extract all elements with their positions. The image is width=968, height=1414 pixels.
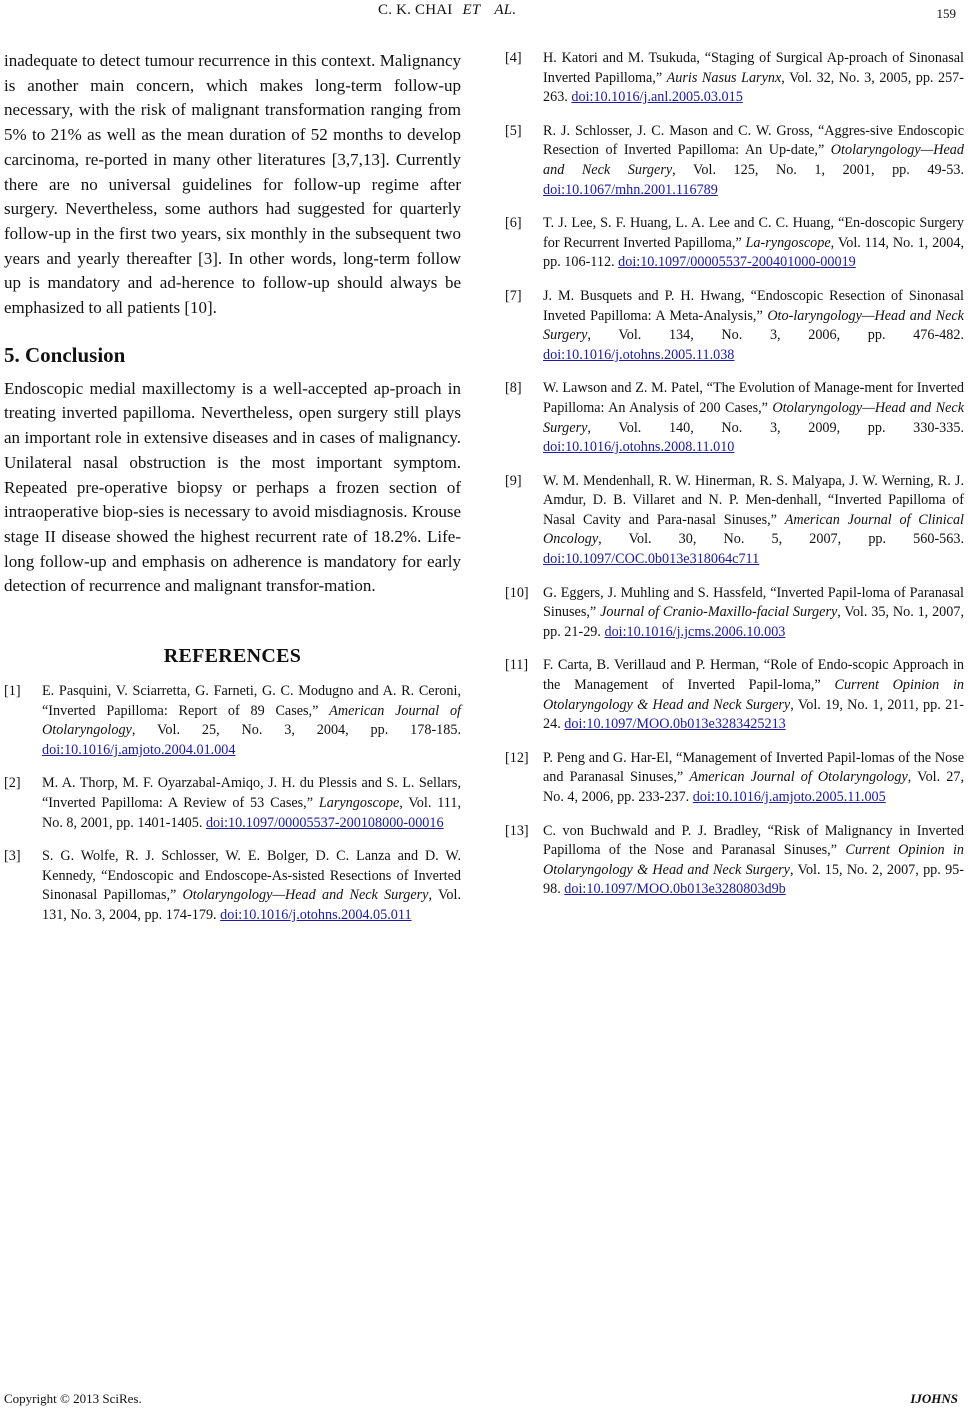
reference-number: [10]	[505, 584, 529, 601]
reference-doi-link[interactable]: doi:10.1097/00005537-200108000-00016	[205, 814, 444, 831]
reference-item	[505, 214, 964, 273]
reference-item	[505, 822, 964, 900]
reference-text: E. Pasquini, V. Sciarretta, G. Farneti, G. C. Modugno and A. R. Ceroni, “Inverted Papilloma: Report of 89 Cases,” American Journal of Otolaryngology, Vol. 25, No. 3, 2004, pp. 178-185. doi:10.1016/j.amjoto.2004.01.004	[42, 683, 461, 758]
reference-text: S. G. Wolfe, R. J. Schlosser, W. E. Bolger, D. C. Lanza and D. W. Kennedy, “Endoscopic and Endoscope-As-sisted Resections of Inverted Sinonasal Papillomas,” Otolaryngology—Head and Neck Surgery, Vol. 131, No. 3, 2004, pp. 174-179. doi:10.1016/j.otohns.2004.05.011	[42, 848, 461, 923]
reference-text: C. von Buchwald and P. J. Bradley, “Risk of Malignancy in Inverted Papilloma of the Nose and Paranasal Sinuses,” Current Opinion in Otolaryngology & Head and Neck Surgery, Vol. 15, No. 2, 2007, pp. 95-98. doi:10.1097/MOO.0b013e3280803d9b	[543, 822, 965, 898]
reference-doi-link[interactable]: doi:10.1016/j.otohns.2005.11.038	[543, 346, 735, 363]
reference-item	[505, 49, 964, 108]
references-heading: REFERENCES	[163, 645, 302, 668]
reference-item	[505, 749, 964, 808]
reference-number: [8]	[505, 380, 522, 397]
reference-text: H. Katori and M. Tsukuda, “Staging of Surgical Ap-proach of Sinonasal Inverted Papilloma,” Auris Nasus Larynx, Vol. 32, No. 3, 2005, pp. 257-263. doi:10.1016/j.anl.2005.03.015	[543, 50, 964, 106]
reference-number: [7]	[505, 287, 522, 304]
reference-text: W. M. Mendenhall, R. W. Hinerman, R. S. Malyapa, J. W. Werning, R. J. Amdur, D. B. Villaret and N. P. Men-denhall, “Inverted Papilloma of Nasal Cavity and Para-nasal Sinuses,” American Journal of Clinical Oncology, Vol. 30, No. 5, 2007, pp. 560-563. doi:10.1097/COC.0b013e318064c711	[543, 472, 964, 568]
reference-number: [9]	[505, 472, 522, 489]
reference-text: F. Carta, B. Verillaud and P. Herman, “Role of Endo-scopic Approach in the Management of Inverted Papil-loma,” Current Opinion in Otolaryngology & Head and Neck Surgery, Vol. 19, No. 1, 2011, pp. 21-24. doi:10.1097/MOO.0b013e3283425213	[543, 657, 965, 733]
reference-number: [12]	[505, 749, 529, 766]
page-number: 159	[936, 6, 956, 21]
conclusion-paragraph: Endoscopic medial maxillectomy is a well-accepted ap-proach in treating inverted papilloma. Nevertheless, open surgery still plays an important role in extensive diseases and in cases of malignancy. Unilateral nasal obstruction is the most important symptom. Repeated pre-operative biopsy or perhaps a frozen section of intraoperative biop-sies is necessary to avoid misdiagnosis. Krouse stage II disease showed the highest recurrent rate of 18.2%. Life-long follow-up and emphasis on adherence is mandatory for early detection of recurrence and malignant transfor-mation.	[4, 378, 461, 596]
reference-number: [2]	[4, 775, 21, 792]
reference-doi-link[interactable]: doi:10.1016/j.anl.2005.03.015	[571, 89, 743, 106]
reference-item	[505, 122, 964, 200]
reference-text: T. J. Lee, S. F. Huang, L. A. Lee and C. C. Huang, “En-doscopic Surgery for Recurrent Inverted Papilloma,” La-ryngoscope, Vol. 114, No. 1, 2004, pp. 106-112. doi:10.1097/00005537-200401000-00019	[543, 215, 964, 271]
reference-text: J. M. Busquets and P. H. Hwang, “Endoscopic Resection of Sinonasal Inveted Papilloma: A Meta-Analysis,” Oto-laryngology—Head and Neck Surgery, Vol. 134, No. 3, 2006, pp. 476-482. doi:10.1016/j.otohns.2005.11.038	[543, 287, 964, 363]
running-header	[0, 2, 968, 24]
reference-doi-link[interactable]: doi:10.1097/MOO.0b013e3280803d9b	[564, 881, 786, 898]
reference-number: [1]	[4, 683, 21, 700]
conclusion-heading: 5. Conclusion	[4, 342, 126, 367]
reference-doi-link[interactable]: doi:10.1097/MOO.0b013e3283425213	[564, 716, 786, 733]
running-header-authors: C. K. CHAI ET AL.	[378, 2, 517, 18]
copyright-notice: Copyright © 2013 SciRes.	[4, 1391, 142, 1406]
reference-text: M. A. Thorp, M. F. Oyarzabal-Amiqo, J. H. du Plessis and S. L. Sellars, “Inverted Papilloma: A Review of 53 Cases,” Laryngoscope, Vol. 111, No. 8, 2001, pp. 1401-1405. doi:10.1097/00005537-200108000-00016	[42, 775, 462, 831]
reference-item	[4, 847, 461, 925]
reference-doi-link[interactable]: doi:10.1016/j.otohns.2004.05.011	[220, 907, 412, 923]
reference-item	[4, 682, 461, 760]
references-list-left	[4, 682, 461, 926]
reference-text: W. Lawson and Z. M. Patel, “The Evolution of Manage-ment for Inverted Papilloma: An Analysis of 200 Cases,” Otolaryngology—Head and Neck Surgery, Vol. 140, No. 3, 2009, pp. 330-335. doi:10.1016/j.otohns.2008.11.010	[543, 380, 965, 456]
reference-doi-link[interactable]: doi:10.1016/j.amjoto.2004.01.004	[42, 741, 236, 758]
reference-item	[505, 379, 964, 457]
reference-doi-link[interactable]: doi:10.1067/mhn.2001.116789	[543, 181, 718, 198]
reference-doi-link[interactable]: doi:10.1097/00005537-200401000-00019	[618, 254, 856, 271]
reference-number: [4]	[505, 50, 522, 66]
reference-text: P. Peng and G. Har-El, “Management of Inverted Papil-lomas of the Nose and Paranasal Sinuses,” American Journal of Otolaryngology, Vol. 27, No. 4, 2006, pp. 233-237. doi:10.1016/j.amjoto.2005.11.005	[543, 749, 964, 805]
reference-number: [13]	[505, 822, 529, 839]
reference-text: G. Eggers, J. Muhling and S. Hassfeld, “Inverted Papil-loma of Paranasal Sinuses,” Journal of Cranio-Maxillo-facial Surgery, Vol. 35, No. 1, 2007, pp. 21-29. doi:10.1016/j.jcms.2006.10.003	[543, 584, 965, 640]
reference-item	[505, 287, 964, 365]
reference-doi-link[interactable]: doi:10.1016/j.amjoto.2005.11.005	[692, 789, 886, 805]
reference-item	[505, 656, 964, 734]
reference-text: R. J. Schlosser, J. C. Mason and C. W. Gross, “Aggres-sive Endoscopic Resection of Inverted Papilloma: An Up-date,” Otolaryngology—Head and Neck Surgery, Vol. 125, No. 1, 2001, pp. 49-53. doi:10.1067/mhn.2001.116789	[543, 122, 965, 198]
journal-abbreviation: IJOHNS	[910, 1391, 958, 1406]
reference-number: [11]	[505, 657, 529, 674]
reference-item	[505, 472, 964, 570]
reference-doi-link[interactable]: doi:10.1016/j.jcms.2006.10.003	[604, 623, 786, 640]
reference-number: [3]	[4, 848, 21, 865]
reference-doi-link[interactable]: doi:10.1016/j.otohns.2008.11.010	[543, 439, 735, 456]
left-column	[4, 49, 461, 940]
reference-item	[4, 774, 461, 833]
reference-number: [5]	[505, 122, 522, 139]
reference-item	[505, 584, 964, 643]
reference-doi-link[interactable]: doi:10.1097/COC.0b013e318064c711	[543, 551, 760, 568]
right-column	[505, 49, 964, 914]
reference-number: [6]	[505, 215, 522, 232]
intro-paragraph: inadequate to detect tumour recurrence in this context. Malignancy is another main concern, which makes long-term follow-up necessary, with the risk of malignant transformation ranging from 5% to 21% as well as the mean duration of 52 months to develop carcinoma, re-ported in many other literatures [3,7,13]. Currently there are no universal guidelines for follow-up regime after surgery. Nevertheless, some authors had suggested for quarterly follow-up in the first two years, six monthly in the subsequent two years and yearly thereafter [3]. In other words, long-term follow up is mandatory and ad-herence to follow-up should always be emphasized to all patients [10].	[4, 51, 461, 318]
